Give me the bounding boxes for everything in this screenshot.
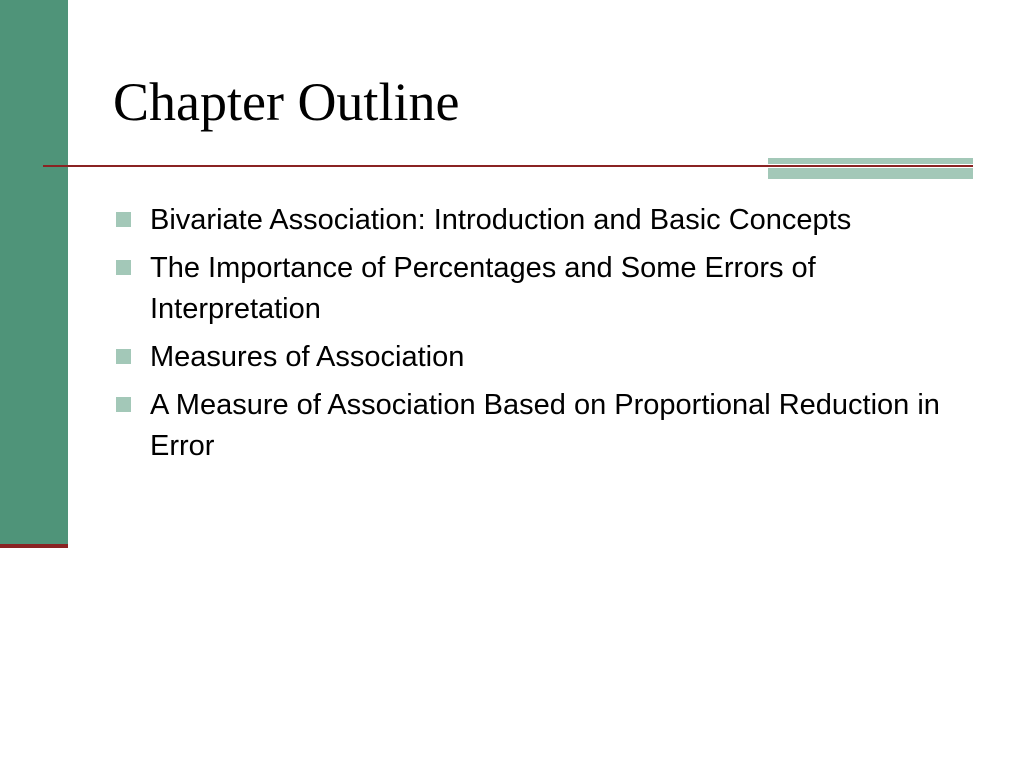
accent-stripe-bottom	[768, 168, 973, 179]
bullet-text: Bivariate Association: Introduction and Basic Concepts	[150, 204, 852, 236]
square-bullet-icon	[116, 397, 131, 412]
bullet-item-importance-of-percentages	[113, 248, 953, 330]
bullet-item-proportional-reduction-in-error	[113, 385, 953, 467]
bullet-list	[113, 200, 953, 474]
sidebar-rule	[0, 544, 68, 548]
square-bullet-icon	[116, 349, 131, 364]
accent-stripes	[768, 158, 973, 180]
left-sidebar-bar	[0, 0, 68, 546]
bullet-text: A Measure of Association Based on Proportional Reduction in Error	[150, 389, 940, 462]
bullet-item-bivariate-association	[113, 200, 953, 241]
square-bullet-icon	[116, 260, 131, 275]
bullet-text: Measures of Association	[150, 341, 465, 373]
square-bullet-icon	[116, 212, 131, 227]
slide-title: Chapter Outline	[113, 72, 460, 132]
accent-stripe-top	[768, 158, 973, 164]
bullet-text: The Importance of Percentages and Some Errors of Interpretation	[150, 252, 816, 325]
bullet-item-measures-of-association	[113, 337, 953, 378]
